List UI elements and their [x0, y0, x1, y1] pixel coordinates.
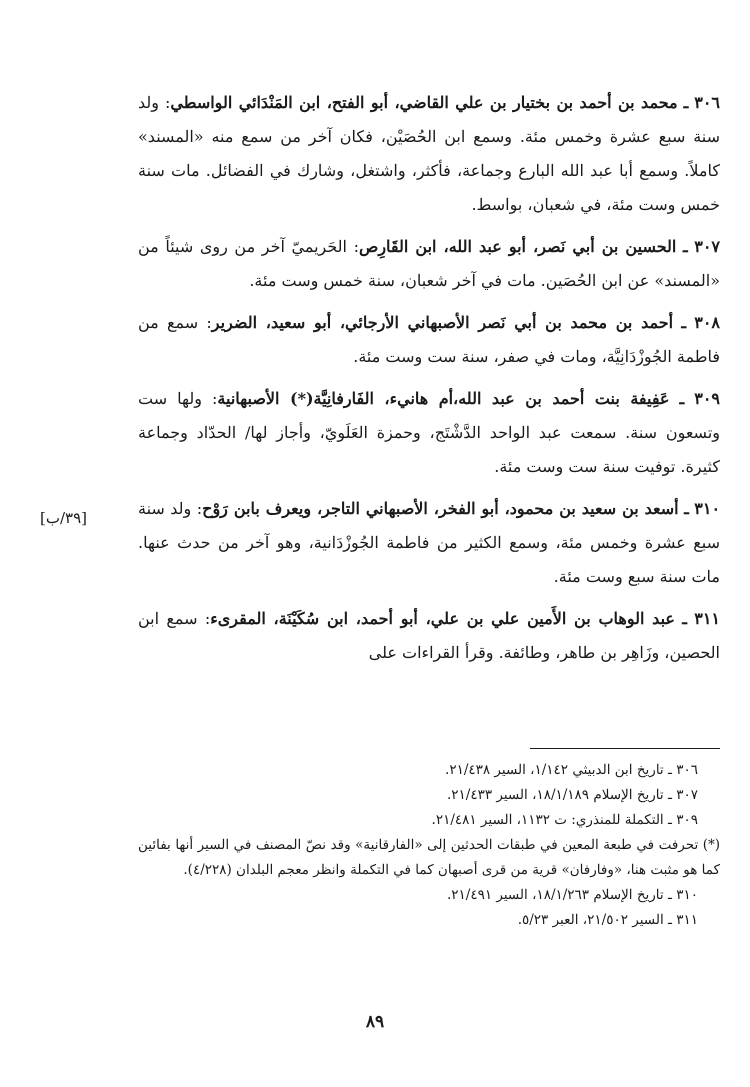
footnote-311: ٣١١ ـ السير ٢١/٥٠٢، العبر ٥/٢٣.: [517, 912, 698, 928]
footnote-separator: [530, 748, 720, 749]
entry-heading: أسعد بن سعيد بن محمود، أبو الفخر، الأصبهاني التاجر، ويعرف بابن رَوْح: [202, 499, 679, 518]
entry-body: : ولد سنة سبع عشرة وخمس مئة. وسمع ابن الحُصَيْن، فكان آخر من سمع منه «المسند» كاملاً. وسمع أبا عبد الله البارع وجماعة، فأكثر، واشتغل، وشارك في الفضائل. مات سنة خمس وست مئة، في شعبان، بواسط.: [138, 93, 720, 214]
page-number: ٨٩: [365, 1012, 385, 1032]
entry-306: [138, 86, 720, 222]
entry-heading: محمد بن أحمد بن بختيار بن علي القاضي، أبو الفتح، ابن المَنْدَائي الواسطي: [170, 93, 678, 112]
entry-body: : ولها ست وتسعون سنة. سمعت عبد الواحد الدَّشْتَج، وحمزة العَلَويّ، وأجاز لها/ الحدّاد وجماعة كثيرة. توفيت سنة ست وست مئة.: [138, 389, 720, 476]
entry-number: ٣٠٩: [694, 389, 721, 408]
entry-dash: ـ: [679, 389, 685, 408]
entry-number: ٣٠٧: [694, 237, 721, 256]
entry-heading: الحسين بن أبي نَصر، أبو عبد الله، ابن القَارِص: [358, 237, 677, 256]
entry-308: [138, 306, 720, 374]
footnote-310: ٣١٠ ـ تاريخ الإسلام ١٨/١/٢٦٣، السير ٢١/٤٩١.: [446, 887, 698, 903]
entry-body: : ولد سنة سبع عشرة وخمس مئة، وسمع الكثير من فاطمة الجُوزْدَانية، وهو آخر من حدث عنها. مات سنة سبع وست مئة.: [138, 499, 720, 586]
entries-list: [138, 86, 720, 678]
entry-number: ٣٠٦: [694, 93, 721, 112]
entry-number: ٣٠٨: [694, 313, 721, 332]
folio-margin-note: [٣٩/ب]: [40, 509, 88, 527]
entry-dash: ـ: [681, 313, 686, 332]
entry-dash: ـ: [683, 93, 689, 112]
footnote-306: ٣٠٦ ـ تاريخ ابن الدبيثي ١/١٤٢، السير ٢١/٤٣٨.: [445, 762, 698, 778]
entry-heading: عبد الوهاب بن الأَمين علي بن علي، أبو أحمد، ابن سُكَيْنَة، المقرىء: [210, 609, 675, 628]
entry-dash: ـ: [684, 499, 689, 518]
footnote-307: ٣٠٧ ـ تاريخ الإسلام ١٨/١/١٨٩، السير ٢١/٤٣٣.: [446, 787, 698, 803]
entry-heading: عَفِيفة بنت أحمد بن عبد الله،أم هانيء، الفَارفانِيَّة(*) الأصبهانية: [217, 389, 670, 408]
entry-310: [138, 492, 720, 594]
footnotes: [138, 758, 720, 933]
entry-dash: ـ: [682, 609, 687, 628]
entry-dash: ـ: [682, 237, 688, 256]
entry-body: : سمع ابن الحصين، وزَاهِر بن طاهر، وطائفة. وقرأ القراءات على: [138, 609, 720, 662]
entry-body: : الحَريميّ آخر من روى شيئاً من «المسند» عن ابن الحُصَين. مات في آخر شعبان، سنة خمس وست مئة.: [138, 237, 720, 290]
footnote-309: ٣٠٩ ـ التكملة للمنذري: ت ١١٣٢، السير ٢١/٤٨١.: [431, 812, 698, 828]
entry-number: ٣١٠: [694, 499, 721, 518]
entry-heading: أحمد بن محمد بن أبي نَصر الأصبهاني الأرجائي، أبو سعيد، الضرير: [211, 313, 674, 332]
footnote-asterisk: (*) تحرفت في طبعة المعين في طبقات الحدثين إلى «الفارقانية» وقد نصّ المصنف في السير أنها بفائين كما هو مثبت هنا، «وفارفان» قرية من قرى أصبهان كما في التكملة وانظر معجم البلدان (٤/٢٢٨).: [138, 837, 720, 878]
entry-number: ٣١١: [694, 609, 721, 628]
entry-307: [138, 230, 720, 298]
entry-body: : سمع من فاطمة الجُوزْدَانِيَّة، ومات في صفر، سنة ست وست مئة.: [138, 313, 720, 366]
entry-309: [138, 382, 720, 484]
entry-311: [138, 602, 720, 670]
